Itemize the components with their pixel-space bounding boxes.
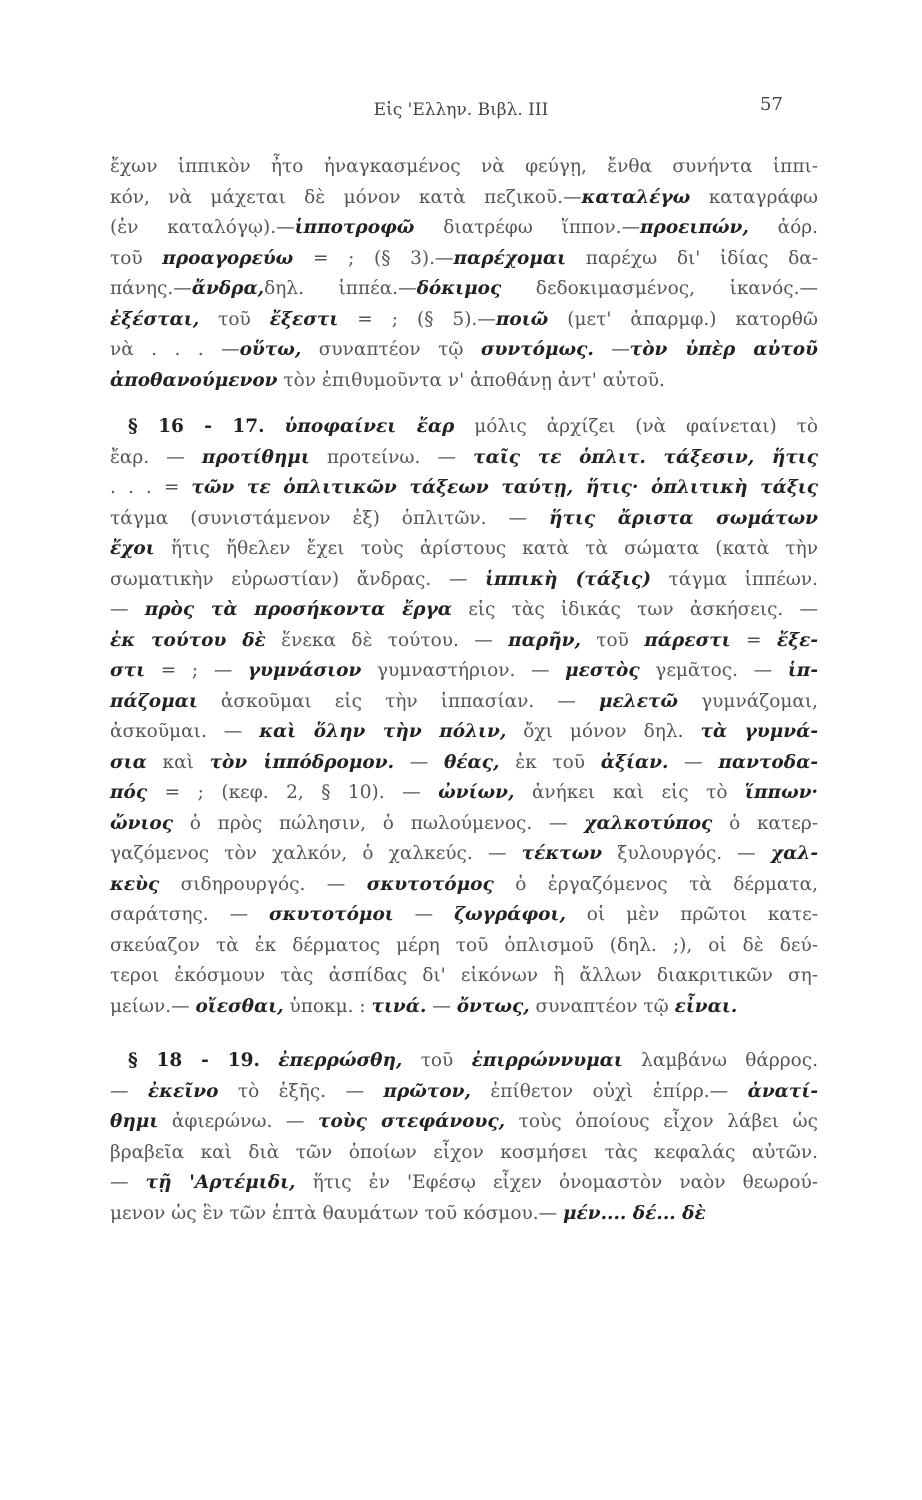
lemma: σκυτοτόμοι bbox=[269, 904, 394, 925]
gloss-text: καταγράφω bbox=[690, 186, 818, 208]
gloss-text: — bbox=[110, 1080, 148, 1102]
text-line bbox=[110, 152, 818, 183]
text-line bbox=[110, 1046, 818, 1077]
gloss-text: ἐπίθετον οὐχὶ ἐπίρρ.— bbox=[470, 1080, 748, 1102]
gloss-text: ξυλουργός. — bbox=[602, 843, 771, 864]
lemma: τὰ γυμνά- bbox=[700, 721, 819, 742]
gloss-text: τὸν ἐπιθυμοῦντα ν' ἀποθάνῃ ἀντ' αὐτοῦ. bbox=[277, 369, 665, 391]
lemma: ἔχοι bbox=[110, 538, 155, 559]
gloss-text: δεδοκιμασμένος, ἱκανός.— bbox=[501, 278, 818, 299]
gloss-text: μενον ὡς ἓν τῶν ἑπτὰ θαυμάτων τοῦ κόσμου.— bbox=[110, 1202, 563, 1224]
lemma: πάζομαι bbox=[110, 690, 198, 712]
text-line bbox=[110, 183, 818, 214]
lemma: ἥτις ἄριστα σωμάτων bbox=[549, 507, 819, 529]
gloss-text: ὑποκμ. : bbox=[283, 995, 372, 1017]
lemma: ἀποθανούμενον bbox=[110, 369, 278, 391]
lemma: ἄνδρα, bbox=[191, 278, 265, 299]
text-line bbox=[110, 778, 818, 809]
lemma: προαγορεύω bbox=[162, 247, 294, 269]
paragraph bbox=[110, 412, 818, 1022]
text-line bbox=[110, 687, 818, 718]
lemma: πάρεστι bbox=[644, 629, 731, 651]
main-text bbox=[110, 152, 818, 1229]
text-line bbox=[110, 748, 818, 779]
gloss-text: ἔχων ἱππικὸν ἦτο ἠναγκασμένος νὰ φεύγῃ, ἔνθα συνήντα ἱππι- bbox=[110, 156, 818, 177]
gloss-text: ὁ κατερ- bbox=[712, 812, 818, 834]
text-line bbox=[110, 565, 818, 596]
text-line bbox=[110, 412, 818, 443]
gloss-text: εἰς τὰς ἰδικάς των ἀσκήσεις. — bbox=[452, 599, 818, 620]
lemma: προτίθημι bbox=[201, 446, 310, 468]
lemma: ὑποφαίνει ἔαρ bbox=[284, 416, 455, 437]
lemma: τέκτων bbox=[521, 843, 603, 864]
gloss-text: σωματικὴν εὐρωστίαν) ἄνδρας. — bbox=[110, 568, 486, 590]
paragraph-gap bbox=[110, 396, 818, 412]
text-line bbox=[110, 504, 818, 535]
paragraph bbox=[110, 152, 818, 396]
gloss-text: ἥτις ἤθελεν ἔχει τοὺς ἀρίστους κατὰ τὰ σώματα (κατὰ τὴν bbox=[154, 538, 818, 559]
text-line bbox=[110, 335, 818, 366]
lemma: ἵππων· bbox=[745, 782, 818, 803]
gloss-text: — bbox=[426, 995, 457, 1017]
lemma: παντοδα- bbox=[718, 751, 819, 773]
lemma: πός bbox=[110, 782, 148, 803]
lemma: τοὺς στεφάνους, bbox=[318, 1111, 506, 1132]
lemma: παρέχομαι bbox=[453, 247, 567, 269]
gloss-text: προτείνω. — bbox=[309, 446, 474, 468]
gloss-text: — bbox=[668, 751, 719, 773]
gloss-text: — bbox=[110, 1172, 146, 1193]
gloss-text: σκεύαζον τὰ ἐκ δέρματος μέρη τοῦ ὁπλισμοῦ (δηλ. ;), οἱ δὲ δεύ- bbox=[110, 934, 818, 956]
gloss-text: = ; — bbox=[145, 660, 248, 681]
lemma: ἱπποτροφῶ bbox=[294, 217, 415, 238]
lemma: τὸν ὑπὲρ αὐτοῦ bbox=[629, 339, 818, 360]
text-line bbox=[110, 870, 818, 901]
lemma: πρὸς τὰ προσήκοντα ἔργα bbox=[144, 599, 453, 620]
gloss-text: νὰ . . . — bbox=[110, 339, 240, 360]
text-line bbox=[110, 900, 818, 931]
gloss-text: — bbox=[393, 904, 455, 925]
gloss-text bbox=[260, 1050, 278, 1071]
gloss-text: τάγμα ἱππέων. bbox=[651, 568, 818, 590]
lemma: εἶναι. bbox=[674, 995, 738, 1017]
lemma: ποιῶ bbox=[495, 308, 549, 330]
gloss-text: τοῦ bbox=[402, 1050, 472, 1071]
gloss-text: ἔαρ. — bbox=[110, 446, 202, 468]
lemma: οἴεσθαι, bbox=[195, 995, 284, 1017]
text-line bbox=[110, 595, 818, 626]
gloss-text: τεροι ἐκόσμουν τὰς ἀσπίδας δι' εἰκόνων ἢ ἄλλων διακριτικῶν ση- bbox=[110, 965, 818, 986]
gloss-text: ὁ ἐργαζόμενος τὰ δέρματα, bbox=[493, 873, 818, 895]
text-line bbox=[110, 717, 818, 748]
lemma: χαλ- bbox=[770, 843, 818, 864]
text-line bbox=[110, 809, 818, 840]
lemma: ταῖς τε ὁπλιτ. τάξεσιν, ἥτις bbox=[473, 446, 818, 468]
gloss-text: (ἐν καταλόγῳ).— bbox=[110, 217, 295, 238]
text-line bbox=[110, 626, 818, 657]
lemma: ἔξε- bbox=[776, 629, 819, 651]
gloss-text: συναπτέον τῷ bbox=[301, 339, 481, 360]
paragraph bbox=[110, 1046, 818, 1229]
gloss-text: συναπτέον τῷ bbox=[529, 995, 675, 1017]
gloss-text: = ; (κεφ. 2, § 10). — bbox=[147, 782, 439, 803]
gloss-text: ὁ πρὸς πώλησιν, ὁ πωλούμενος. — bbox=[173, 812, 585, 834]
text-line bbox=[110, 656, 818, 687]
text-line bbox=[110, 961, 818, 992]
text-line bbox=[110, 1168, 818, 1199]
gloss-text: γαζόμενος τὸν χαλκόν, ὁ χαλκεύς. — bbox=[110, 843, 522, 864]
lemma: ἱπ- bbox=[787, 660, 818, 681]
lemma: ὤνιος bbox=[110, 812, 174, 834]
gloss-text: μείων.— bbox=[110, 995, 196, 1017]
gloss-text: = ; (§ 5).— bbox=[338, 308, 496, 330]
gloss-text: τὸ ἑξῆς. — bbox=[218, 1080, 384, 1102]
gloss-text: τοὺς ὁποίους εἶχον λάβει ὡς bbox=[505, 1111, 818, 1132]
lemma: συντόμως. bbox=[480, 339, 594, 360]
gloss-text: — bbox=[110, 599, 145, 620]
gloss-text: — bbox=[394, 751, 444, 773]
text-line bbox=[110, 473, 818, 504]
gloss-text: γυμναστήριον. — bbox=[361, 660, 566, 681]
text-line bbox=[110, 534, 818, 565]
text-line bbox=[110, 1107, 818, 1138]
lemma: κεὺς bbox=[110, 873, 160, 895]
gloss-text: ἀσκοῦμαι. — bbox=[110, 721, 260, 742]
gloss-text: ἐκ τοῦ bbox=[499, 751, 601, 773]
lemma: γυμνάσιον bbox=[247, 660, 362, 681]
gloss-text: κόν, νὰ μάχεται δὲ μόνον κατὰ πεζικοῦ.— bbox=[110, 186, 582, 208]
gloss-text: τοῦ bbox=[580, 629, 645, 651]
text-line bbox=[110, 274, 818, 305]
lemma: ἐπιρρώννυμαι bbox=[471, 1050, 623, 1071]
running-title: Εἰς 'Ελλην. Βιβλ. III bbox=[373, 100, 549, 120]
gloss-text: δηλ. ἱππέα.— bbox=[264, 278, 417, 299]
lemma: ἐκ τούτου δὲ bbox=[110, 629, 266, 651]
lemma: ὄντως, bbox=[456, 995, 530, 1017]
lemma: ἔξεστι bbox=[269, 308, 339, 330]
lemma: στι bbox=[110, 660, 146, 681]
section-number: § 18 - 19. bbox=[128, 1050, 260, 1071]
gloss-text: διατρέφω ἵππον.— bbox=[414, 217, 640, 238]
lemma: ὠνίων, bbox=[438, 782, 515, 803]
gloss-text bbox=[265, 416, 285, 437]
lemma: μεστὸς bbox=[565, 660, 640, 681]
lemma: πρῶτον, bbox=[383, 1080, 471, 1102]
gloss-text: σαράτσης. — bbox=[110, 904, 270, 925]
text-line bbox=[110, 1199, 818, 1230]
gloss-text: — bbox=[593, 339, 630, 360]
gloss-text: ὄχι μόνον δηλ. bbox=[506, 721, 701, 742]
lemma: καταλέγω bbox=[581, 186, 691, 208]
lemma: ἀξίαν. bbox=[600, 751, 669, 773]
text-line bbox=[110, 1077, 818, 1108]
gloss-text: σιδηρουργός. — bbox=[159, 873, 367, 895]
gloss-text: λαμβάνω θάρρος. bbox=[622, 1050, 818, 1071]
lemma: τῇ 'Αρτέμιδι, bbox=[145, 1172, 296, 1193]
text-line bbox=[110, 244, 818, 275]
lemma: οὕτω, bbox=[239, 339, 302, 360]
lemma: τινά. bbox=[371, 995, 427, 1017]
gloss-text: παρέχω δι' ἰδίας δα- bbox=[566, 247, 819, 269]
text-line bbox=[110, 443, 818, 474]
gloss-text: ἀνήκει καὶ εἰς τὸ bbox=[514, 782, 746, 803]
lemma: σια bbox=[110, 751, 147, 773]
text-line bbox=[110, 1138, 818, 1169]
lemma: θέας, bbox=[443, 751, 500, 773]
gloss-text: . . . = bbox=[110, 477, 192, 498]
gloss-text: τάγμα (συνιστάμενον ἐξ) ὁπλιτῶν. — bbox=[110, 507, 550, 529]
gloss-text: οἱ μὲν πρῶτοι κατε- bbox=[565, 904, 818, 925]
gloss-text: ἕνεκα δὲ τούτου. — bbox=[265, 629, 509, 651]
lemma: ἀνατί- bbox=[747, 1080, 818, 1102]
gloss-text: (μετ' ἀπαρμφ.) κατορθῶ bbox=[548, 308, 818, 330]
lemma: μελετῶ bbox=[598, 690, 679, 712]
gloss-text: = ; (§ 3).— bbox=[293, 247, 454, 269]
gloss-text: πάνης.— bbox=[110, 278, 192, 299]
gloss-text: = bbox=[730, 629, 777, 651]
lemma: ἐκεῖνο bbox=[147, 1080, 219, 1102]
lemma: ἐπερρώσθη, bbox=[278, 1050, 403, 1071]
text-line bbox=[110, 213, 818, 244]
page-number: 57 bbox=[760, 94, 783, 115]
lemma: δόκιμος bbox=[416, 278, 502, 299]
gloss-text: μόλις ἀρχίζει (νὰ φαίνεται) τὸ bbox=[454, 416, 818, 437]
gloss-text: γεμᾶτος. — bbox=[639, 660, 788, 681]
gloss-text: τοῦ bbox=[199, 308, 270, 330]
gloss-text: ἥτις ἐν 'Εφέσῳ εἶχεν ὀνομαστὸν ναὸν θεωρού- bbox=[295, 1172, 818, 1193]
gloss-text: ἀσκοῦμαι εἰς τὴν ἱππασίαν. — bbox=[197, 690, 599, 712]
lemma: σκυτοτόμος bbox=[366, 873, 494, 895]
text-line bbox=[110, 305, 818, 336]
text-line bbox=[110, 839, 818, 870]
gloss-text: ἀφιερώνω. — bbox=[158, 1111, 318, 1132]
gloss-text: ἀόρ. bbox=[748, 217, 818, 238]
section-number: § 16 - 17. bbox=[128, 416, 265, 437]
lemma: καὶ ὅλην τὴν πόλιν, bbox=[259, 721, 507, 742]
text-line bbox=[110, 366, 818, 397]
gloss-text: βραβεῖα καὶ διὰ τῶν ὁποίων εἶχον κοσμήσει τὰς κεφαλάς αὐτῶν. bbox=[110, 1141, 818, 1163]
lemma: χαλκοτύπος bbox=[584, 812, 713, 834]
gloss-text: καὶ bbox=[146, 751, 210, 773]
lemma: ἐξέσται, bbox=[110, 308, 200, 330]
lemma: μέν.... δέ... δὲ bbox=[562, 1202, 706, 1224]
gloss-text: γυμνάζομαι, bbox=[678, 690, 819, 712]
lemma: ἱππικὴ (τάξις) bbox=[485, 568, 651, 590]
lemma: παρῆν, bbox=[508, 629, 581, 651]
lemma: ζωγράφοι, bbox=[454, 904, 566, 925]
paragraph-gap bbox=[110, 1022, 818, 1046]
lemma: θημι bbox=[110, 1111, 159, 1132]
text-line bbox=[110, 992, 818, 1023]
text-line bbox=[110, 931, 818, 962]
lemma: τὸν ἱππόδρομον. bbox=[209, 751, 395, 773]
gloss-text: τοῦ bbox=[110, 247, 163, 269]
lemma: προειπών, bbox=[639, 217, 749, 238]
lemma: τῶν τε ὁπλιτικῶν τάξεων ταύτῃ, ἥτις· ὁπλιτικὴ τάξις bbox=[191, 477, 819, 498]
